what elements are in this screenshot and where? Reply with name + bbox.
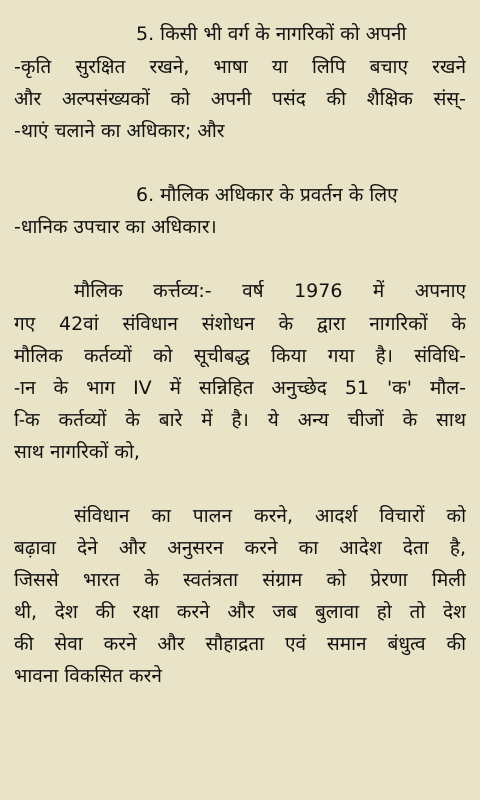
text-line: संविधान का पालन करने, आदर्श विचारों को <box>74 505 466 527</box>
text-line: गए 42वां संविधान संशोधन के द्वारा नागरिकों के <box>14 313 466 335</box>
text-line: और अल्पसंख्यकों को अपनी पसंद की शैक्षिक संस्- <box>14 88 466 110</box>
text-line: थी, देश की रक्षा करने और जब बुलावा हो तो देश <box>14 601 466 623</box>
text-line: मौलिक कर्तव्यों को सूचीबद्ध किया गया है। संविधि- <box>14 345 466 367</box>
text-line: -ान के भाग IV में सन्निहित अनुच्छेद 51 'क' मौल- <box>14 377 466 399</box>
text-line: की सेवा करने और सौहाद्रता एवं समान बंधुत्व की <box>14 633 466 655</box>
text-line: -िक कर्तव्यों के बारे में है। ये अन्य चीजों के साथ <box>14 409 466 431</box>
text-line: जिससे भारत के स्वतंत्रता संग्राम को प्रेरणा मिली <box>14 569 466 591</box>
text-line: भावना विकसित करने <box>14 665 162 687</box>
text-line: 5. किसी भी वर्ग के नागरिकों को अपनी <box>136 23 407 45</box>
text-line: 6. मौलिक अधिकार के प्रवर्तन के लिए <box>136 184 398 206</box>
text-line: साथ नागरिकों को, <box>14 441 140 463</box>
text-line: -धानिक उपचार का अधिकार। <box>14 216 217 238</box>
text-line: मौलिक कर्त्तव्य:- वर्ष 1976 में अपनाए <box>74 280 466 302</box>
text-line: -थाएं चलाने का अधिकार; और <box>14 120 225 142</box>
text-line: -कृति सुरक्षित रखने, भाषा या लिपि बचाए रखने <box>14 56 466 78</box>
text-line: बढ़ावा देने और अनुसरन करने का आदेश देता है, <box>14 537 466 559</box>
